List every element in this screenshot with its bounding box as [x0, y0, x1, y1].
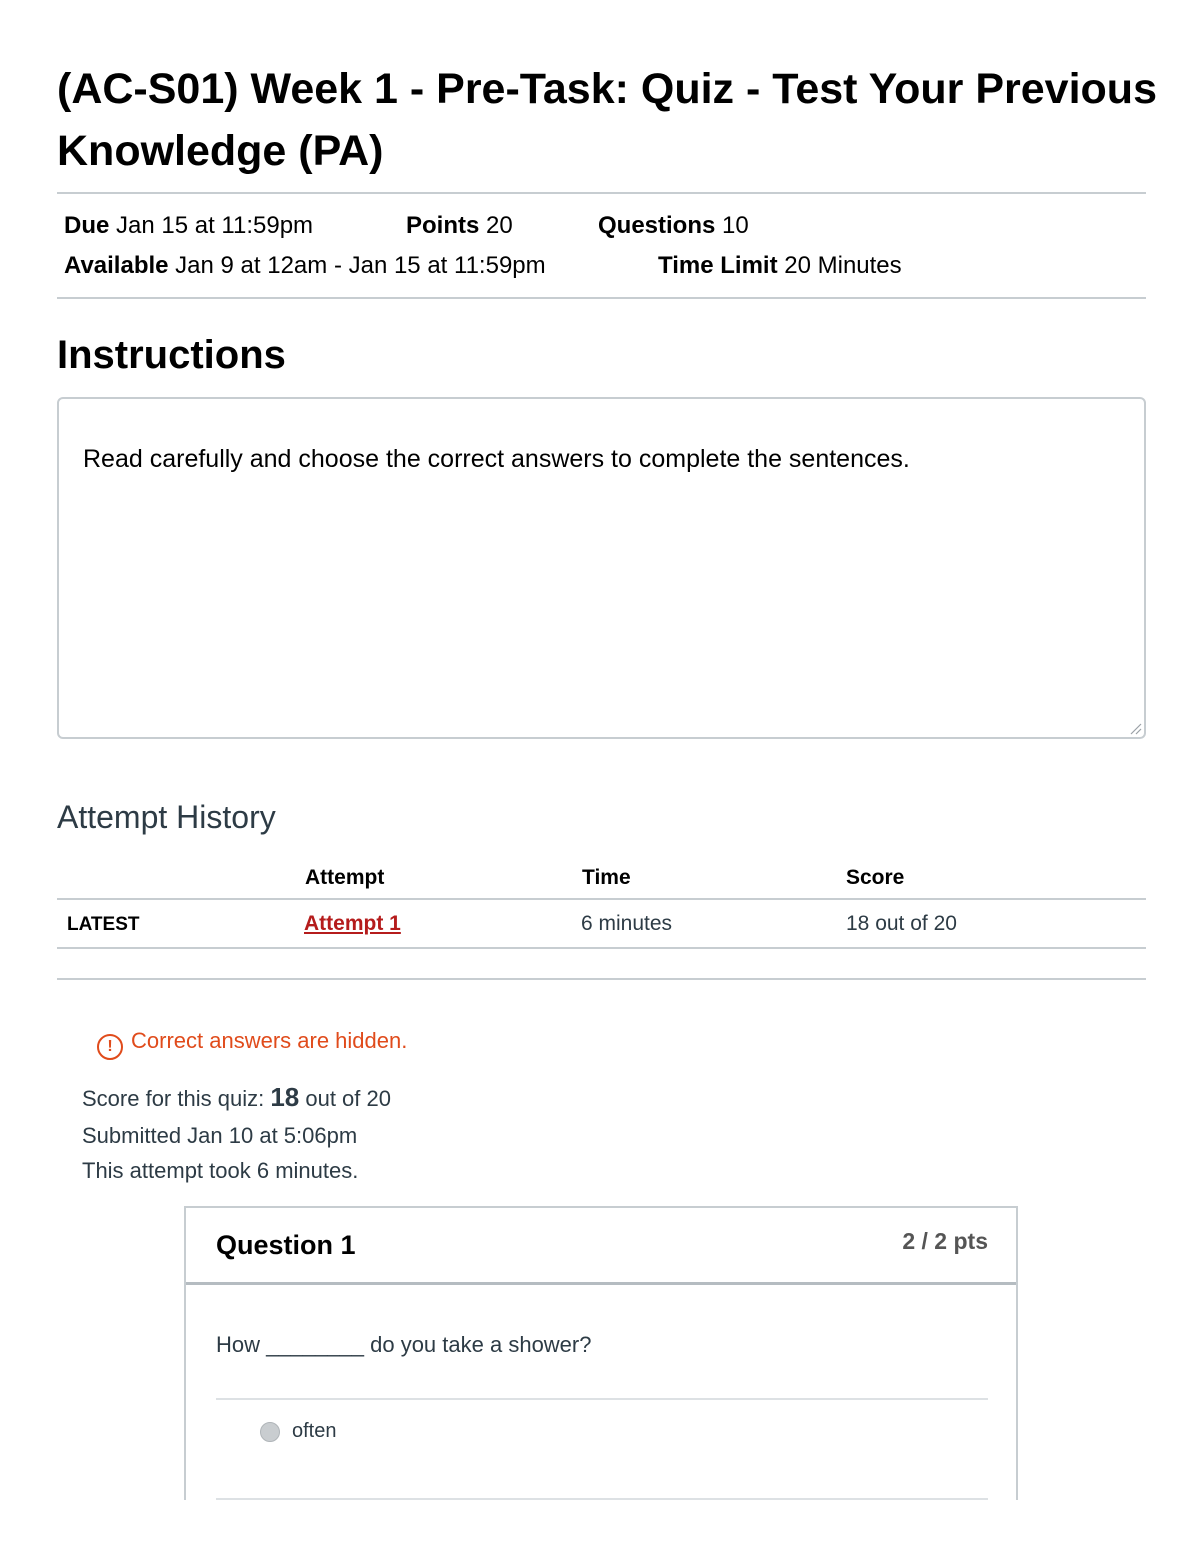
points-meta — [406, 211, 513, 241]
question-text: How ________ do you take a shower? — [216, 1332, 592, 1357]
points-label: Points — [406, 212, 480, 239]
attempt-time: 6 minutes — [581, 912, 673, 935]
available-meta — [64, 251, 546, 281]
quiz-meta-row-2 — [64, 251, 1144, 281]
latest-tag: LATEST — [67, 914, 140, 935]
page-bottom-margin — [0, 1500, 1200, 1553]
question-title: Question 1 — [216, 1230, 356, 1260]
question-points: 2 / 2 pts — [902, 1228, 988, 1254]
attempt-history-heading: Attempt History — [57, 799, 276, 835]
resize-grip-icon[interactable] — [1128, 721, 1142, 735]
column-header-time: Time — [582, 866, 631, 889]
attempt-link[interactable]: Attempt 1 — [304, 912, 401, 935]
time-limit-value: 20 Minutes — [784, 252, 902, 279]
due-meta — [64, 211, 313, 241]
points-value: 20 — [486, 212, 513, 239]
column-header-score: Score — [846, 866, 905, 889]
score-value: 18 — [270, 1082, 300, 1112]
answers-hidden-notice — [97, 1026, 407, 1060]
questions-label: Questions — [598, 212, 716, 239]
quiz-score-line — [82, 1082, 391, 1114]
attempt-score: 18 out of 20 — [846, 912, 957, 935]
attempt-history-header — [57, 858, 1146, 900]
available-value: Jan 9 at 12am - Jan 15 at 11:59pm — [175, 252, 546, 279]
question-divider — [216, 1398, 988, 1400]
answers-hidden-text: Correct answers are hidden. — [131, 1028, 408, 1053]
table-row — [57, 900, 1146, 949]
instructions-heading: Instructions — [57, 333, 286, 377]
time-limit-label: Time Limit — [658, 252, 778, 279]
time-limit-meta — [658, 251, 902, 281]
meta-divider — [57, 297, 1146, 299]
question-header — [186, 1208, 1016, 1285]
submitted-line: Submitted Jan 10 at 5:06pm — [82, 1123, 358, 1148]
attempt-history-table — [57, 858, 1146, 949]
history-divider — [57, 978, 1146, 980]
instructions-box[interactable] — [57, 397, 1146, 739]
available-label: Available — [64, 252, 169, 279]
answer-label: often — [292, 1420, 337, 1442]
title-divider — [57, 192, 1146, 194]
instructions-text: Read carefully and choose the correct answers to complete the sentences. — [83, 445, 910, 473]
score-suffix: out of 20 — [299, 1086, 391, 1111]
score-prefix: Score for this quiz: — [82, 1086, 271, 1111]
due-value: Jan 15 at 11:59pm — [116, 212, 314, 239]
due-label: Due — [64, 212, 110, 239]
quiz-meta-row-1 — [64, 211, 1144, 241]
questions-value: 10 — [722, 212, 749, 239]
quiz-title: (AC-S01) Week 1 - Pre-Task: Quiz - Test Your Previous Knowledge (PA) — [57, 65, 1157, 175]
column-header-attempt: Attempt — [305, 866, 385, 889]
answer-radio[interactable] — [260, 1422, 280, 1442]
warning-icon: ! — [97, 1034, 123, 1060]
questions-meta — [598, 211, 749, 241]
duration-line: This attempt took 6 minutes. — [82, 1158, 359, 1183]
